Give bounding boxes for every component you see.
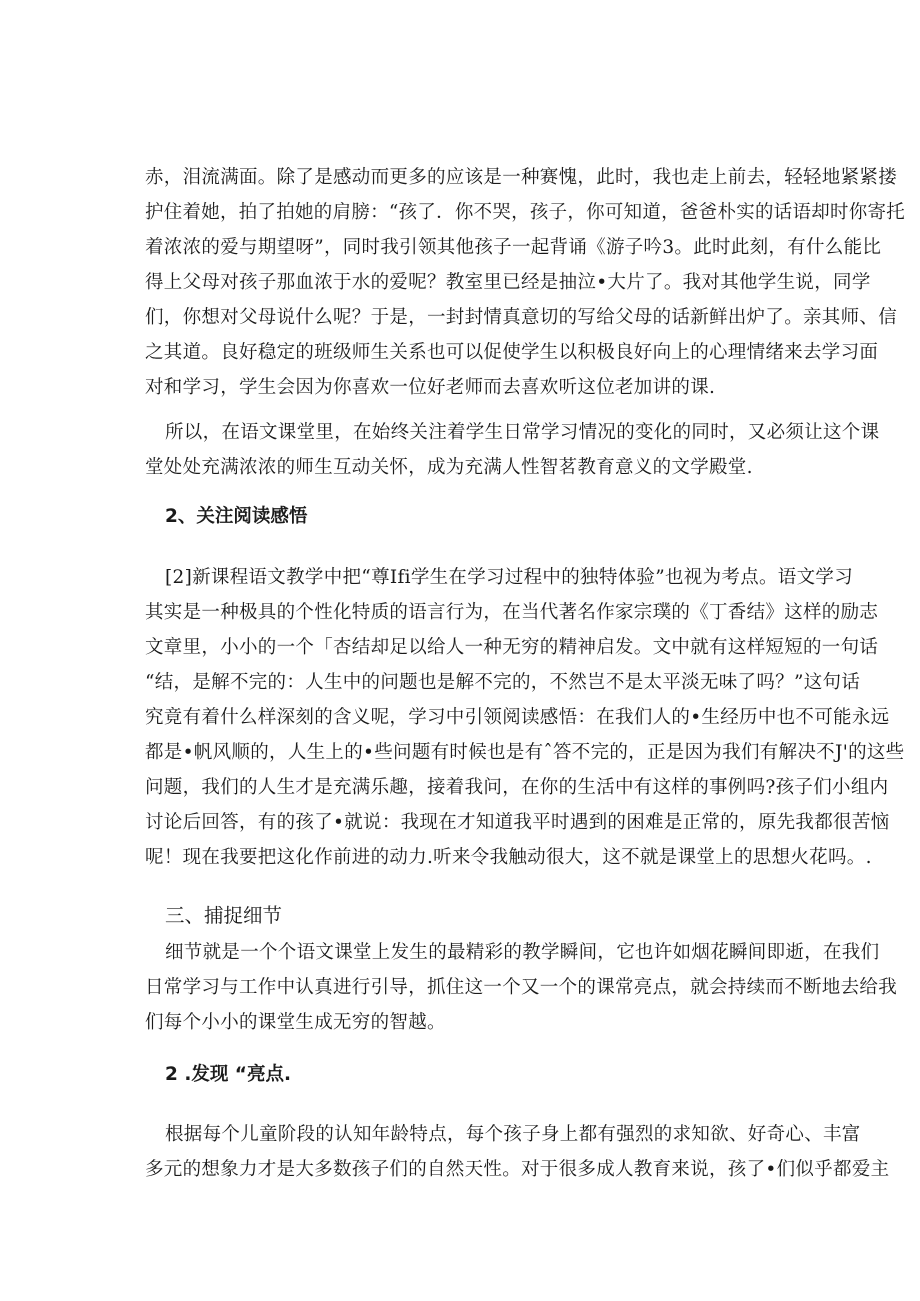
- paragraph-line: 多元的想象力才是大多数孩子们的自然天性。对于很多成人教育来说，孩了•们似乎都爱主: [145, 1159, 890, 1180]
- paragraph-line: 们，你想对父母说什么呢？于是，一封封情真意切的写给父母的话新鲜出炉了。亲其师、信: [145, 307, 898, 328]
- paragraph-line: [2]新课程语文教学中把“尊Ifi学生在学习过程中的独特体验”也视为考点。语文学习: [165, 567, 853, 588]
- paragraph-line: 赤，泪流满面。除了是感动而更多的应该是一种赛愧，此时，我也走上前去，轻轻地紧紧搂: [145, 167, 898, 188]
- paragraph-line: “结，是解不完的：人生中的问题也是解不完的，不然岂不是太平淡无味了吗？”这句话: [145, 672, 861, 693]
- paragraph-line: 之其道。良好稳定的班级师生关系也可以促使学生以积极良好向上的心理情绪来去学习面: [145, 342, 879, 363]
- section-heading-discover: 2 .发现 “亮点.: [165, 1064, 291, 1085]
- paragraph-line: 其实是一种极具的个性化特质的语言行为，在当代著名作家宗璞的《丁香结》这样的励志: [145, 602, 879, 623]
- paragraph-line: 细节就是一个个语文课堂上发生的最精彩的教学瞬间，它也许如烟花瞬间即逝，在我们: [165, 942, 880, 963]
- paragraph-line: 对和学习，学生会因为你喜欢一位好老师而去喜欢听这位老加讲的课.: [145, 377, 716, 398]
- paragraph-line: 究竟有着什么样深刻的含义呢，学习中引领阅读感悟：在我们人的•生经历中也不可能永远: [145, 707, 890, 728]
- paragraph-line: 根据每个儿童阶段的认知年龄特点，每个孩子身上都有强烈的求知欲、好奇心、丰富: [165, 1124, 861, 1145]
- paragraph-line: 得上父母对孩子那血浓于水的爱呢？教室里已经是抽泣•大片了。我对其他学生说，同学: [145, 272, 871, 293]
- paragraph-line: 着浓浓的爱与期望呀”，同时我引领其他孩子一起背诵《游子吟3。此时此刻，有什么能比: [145, 237, 882, 258]
- paragraph-line: 文章里，小小的一个「杏结却足以给人一种无穷的精神启发。文中就有这样短短的一句话: [145, 637, 879, 658]
- paragraph-line: 日常学习与工作中认真进行引导，抓住这一个又一个的课常亮点，就会持续而不断地去给我: [145, 977, 898, 998]
- paragraph-line: 护住着她，拍了拍她的肩膀：“孩了．你不哭，孩子，你可知道，爸爸朴实的话语却时你寄托: [145, 202, 906, 223]
- paragraph-line: 呢！现在我要把这化作前进的动力.听来令我触动很大，这不就是课堂上的思想火花吗。.: [145, 847, 872, 868]
- paragraph-line: 问题，我们的人生才是充满乐趣，接着我问，在你的生活中有这样的事例吗?孩子们小组内: [145, 777, 889, 798]
- paragraph-line: 所以，在语文课堂里，在始终关注着学生日常学习情况的变化的同时，又必须让这个课: [165, 422, 880, 443]
- paragraph-line: 堂处处充满浓浓的师生互动关怀，成为充满人性智茗教育意义的文学殿堂.: [145, 457, 753, 478]
- paragraph-line: 讨论后回答，有的孩了•就说：我现在才知道我平时遇到的困难是正常的，原先我都很苦恼: [145, 812, 890, 833]
- paragraph-line: 都是•帆风顺的，人生上的•些问题有时候也是有ˆ答不完的，正是因为我们有解决不J'的这些: [145, 742, 905, 763]
- paragraph-line: 们每个小小的课堂生成无穷的智越。: [145, 1012, 446, 1033]
- section-heading-details: 三、捕捉细节: [165, 904, 283, 927]
- section-heading-reading: 2、关注阅读感悟: [165, 506, 308, 527]
